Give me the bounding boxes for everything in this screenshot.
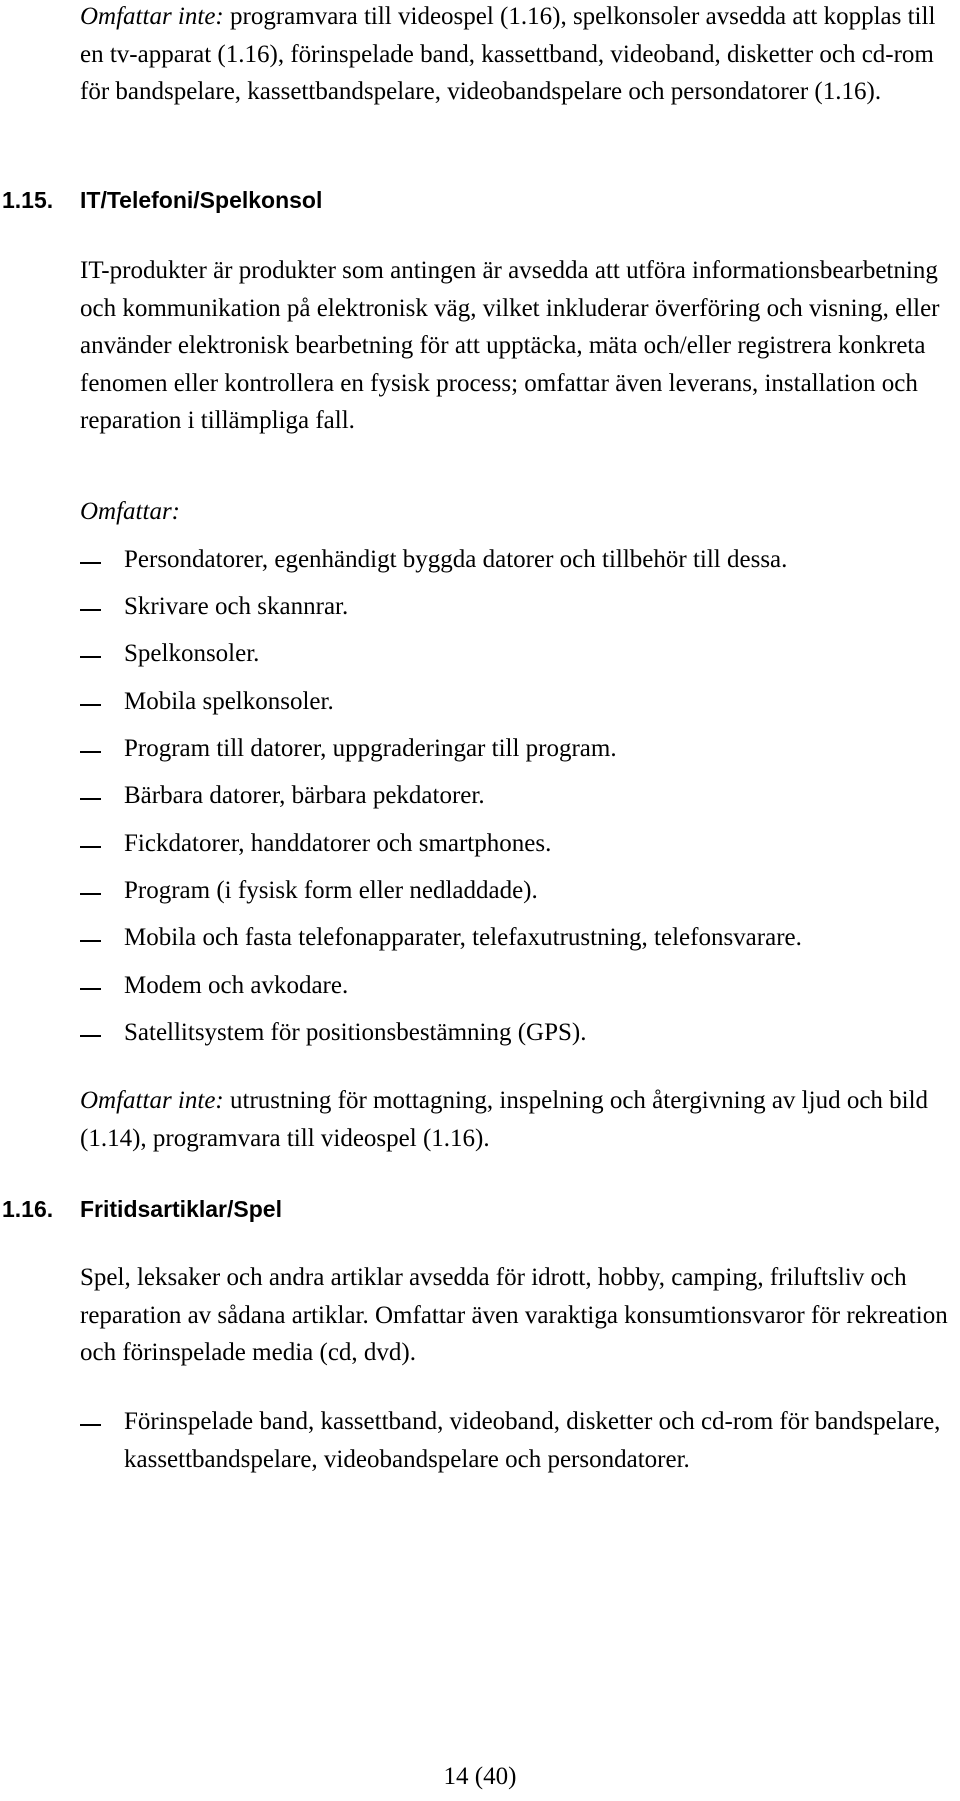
dash-bullet: [80, 1035, 101, 1037]
list-item-text: Satellitsystem för positionsbestämning (GPS).: [124, 1019, 587, 1046]
dash-bullet: [80, 1424, 101, 1426]
section-116-description: Spel, leksaker och andra artiklar avsedda för idrott, hobby, camping, friluftsliv och reparation av sådana artiklar. Omfattar även varaktiga konsumtionsvaror för rekreation och förinspelade media (cd, dvd).: [80, 1264, 948, 1366]
section-115-excludes-paragraph: [80, 1082, 950, 1157]
list-item-text: Mobila spelkonsoler.: [124, 688, 334, 715]
dash-bullet: [80, 893, 101, 895]
section-115-number: 1.15.: [2, 187, 54, 213]
dash-bullet: [80, 656, 101, 658]
page-number: 14 (40): [443, 1763, 517, 1790]
list-item-text: Spelkonsoler.: [124, 640, 260, 667]
intro-excludes-label: Omfattar inte:: [80, 3, 224, 30]
list-item-text: Modem och avkodare.: [124, 972, 349, 999]
section-116-number: 1.16.: [2, 1196, 54, 1222]
dash-bullet: [80, 562, 101, 564]
list-item-text: Program till datorer, uppgraderingar till program.: [124, 735, 617, 762]
intro-excludes-paragraph: [80, 0, 950, 111]
section-115-heading: [2, 185, 322, 215]
intro-excludes-text: programvara till videospel (1.16), spelkonsoler avsedda att kopplas till en tv-apparat (1.16), förinspelade band, kassettband, videoband, disketter och cd-rom för bandspelare, kassettbandspelare, videobandspelare och persondatorer (1.16).: [80, 3, 936, 105]
section-115-excludes-label: Omfattar inte:: [80, 1087, 224, 1114]
dash-bullet: [80, 798, 101, 800]
dash-bullet: [80, 751, 101, 753]
list-item-text: Program (i fysisk form eller nedladdade).: [124, 877, 538, 904]
list-item-text: Persondatorer, egenhändigt byggda datorer och tillbehör till dessa.: [124, 546, 788, 573]
list-item-text: Förinspelade band, kassettband, videoband, disketter och cd-rom för bandspelare, kassettbandspelare, videobandspelare och persondatorer.: [124, 1408, 941, 1473]
dash-bullet: [80, 704, 101, 706]
dash-bullet: [80, 609, 101, 611]
section-115-title: IT/Telefoni/Spelkonsol: [80, 187, 323, 213]
list-item-text: Fickdatorer, handdatorer och smartphones.: [124, 830, 552, 857]
list-item-text: Skrivare och skannrar.: [124, 593, 349, 620]
list-item-text: Bärbara datorer, bärbara pekdatorer.: [124, 782, 485, 809]
list-item-text: Mobila och fasta telefonapparater, telefaxutrustning, telefonsvarare.: [124, 924, 802, 951]
section-115-excludes-text: utrustning för mottagning, inspelning och återgivning av ljud och bild (1.14), programvara till videospel (1.16).: [80, 1087, 929, 1152]
section-116-title: Fritidsartiklar/Spel: [80, 1196, 282, 1222]
section-115-includes-label: Omfattar:: [80, 498, 180, 525]
section-116-heading: [2, 1194, 282, 1224]
dash-bullet: [80, 846, 101, 848]
dash-bullet: [80, 988, 101, 990]
dash-bullet: [80, 940, 101, 942]
section-115-description: IT-produkter är produkter som antingen är avsedda att utföra informationsbearbetning och kommunikation på elektronisk väg, vilket inkluderar överföring och visning, eller använder elektronisk bearbetning för att upptäcka, mäta och/eller registrera konkreta fenomen eller kontrollera en fysisk process; omfattar även leverans, installation och reparation i tillämpliga fall.: [80, 257, 940, 434]
